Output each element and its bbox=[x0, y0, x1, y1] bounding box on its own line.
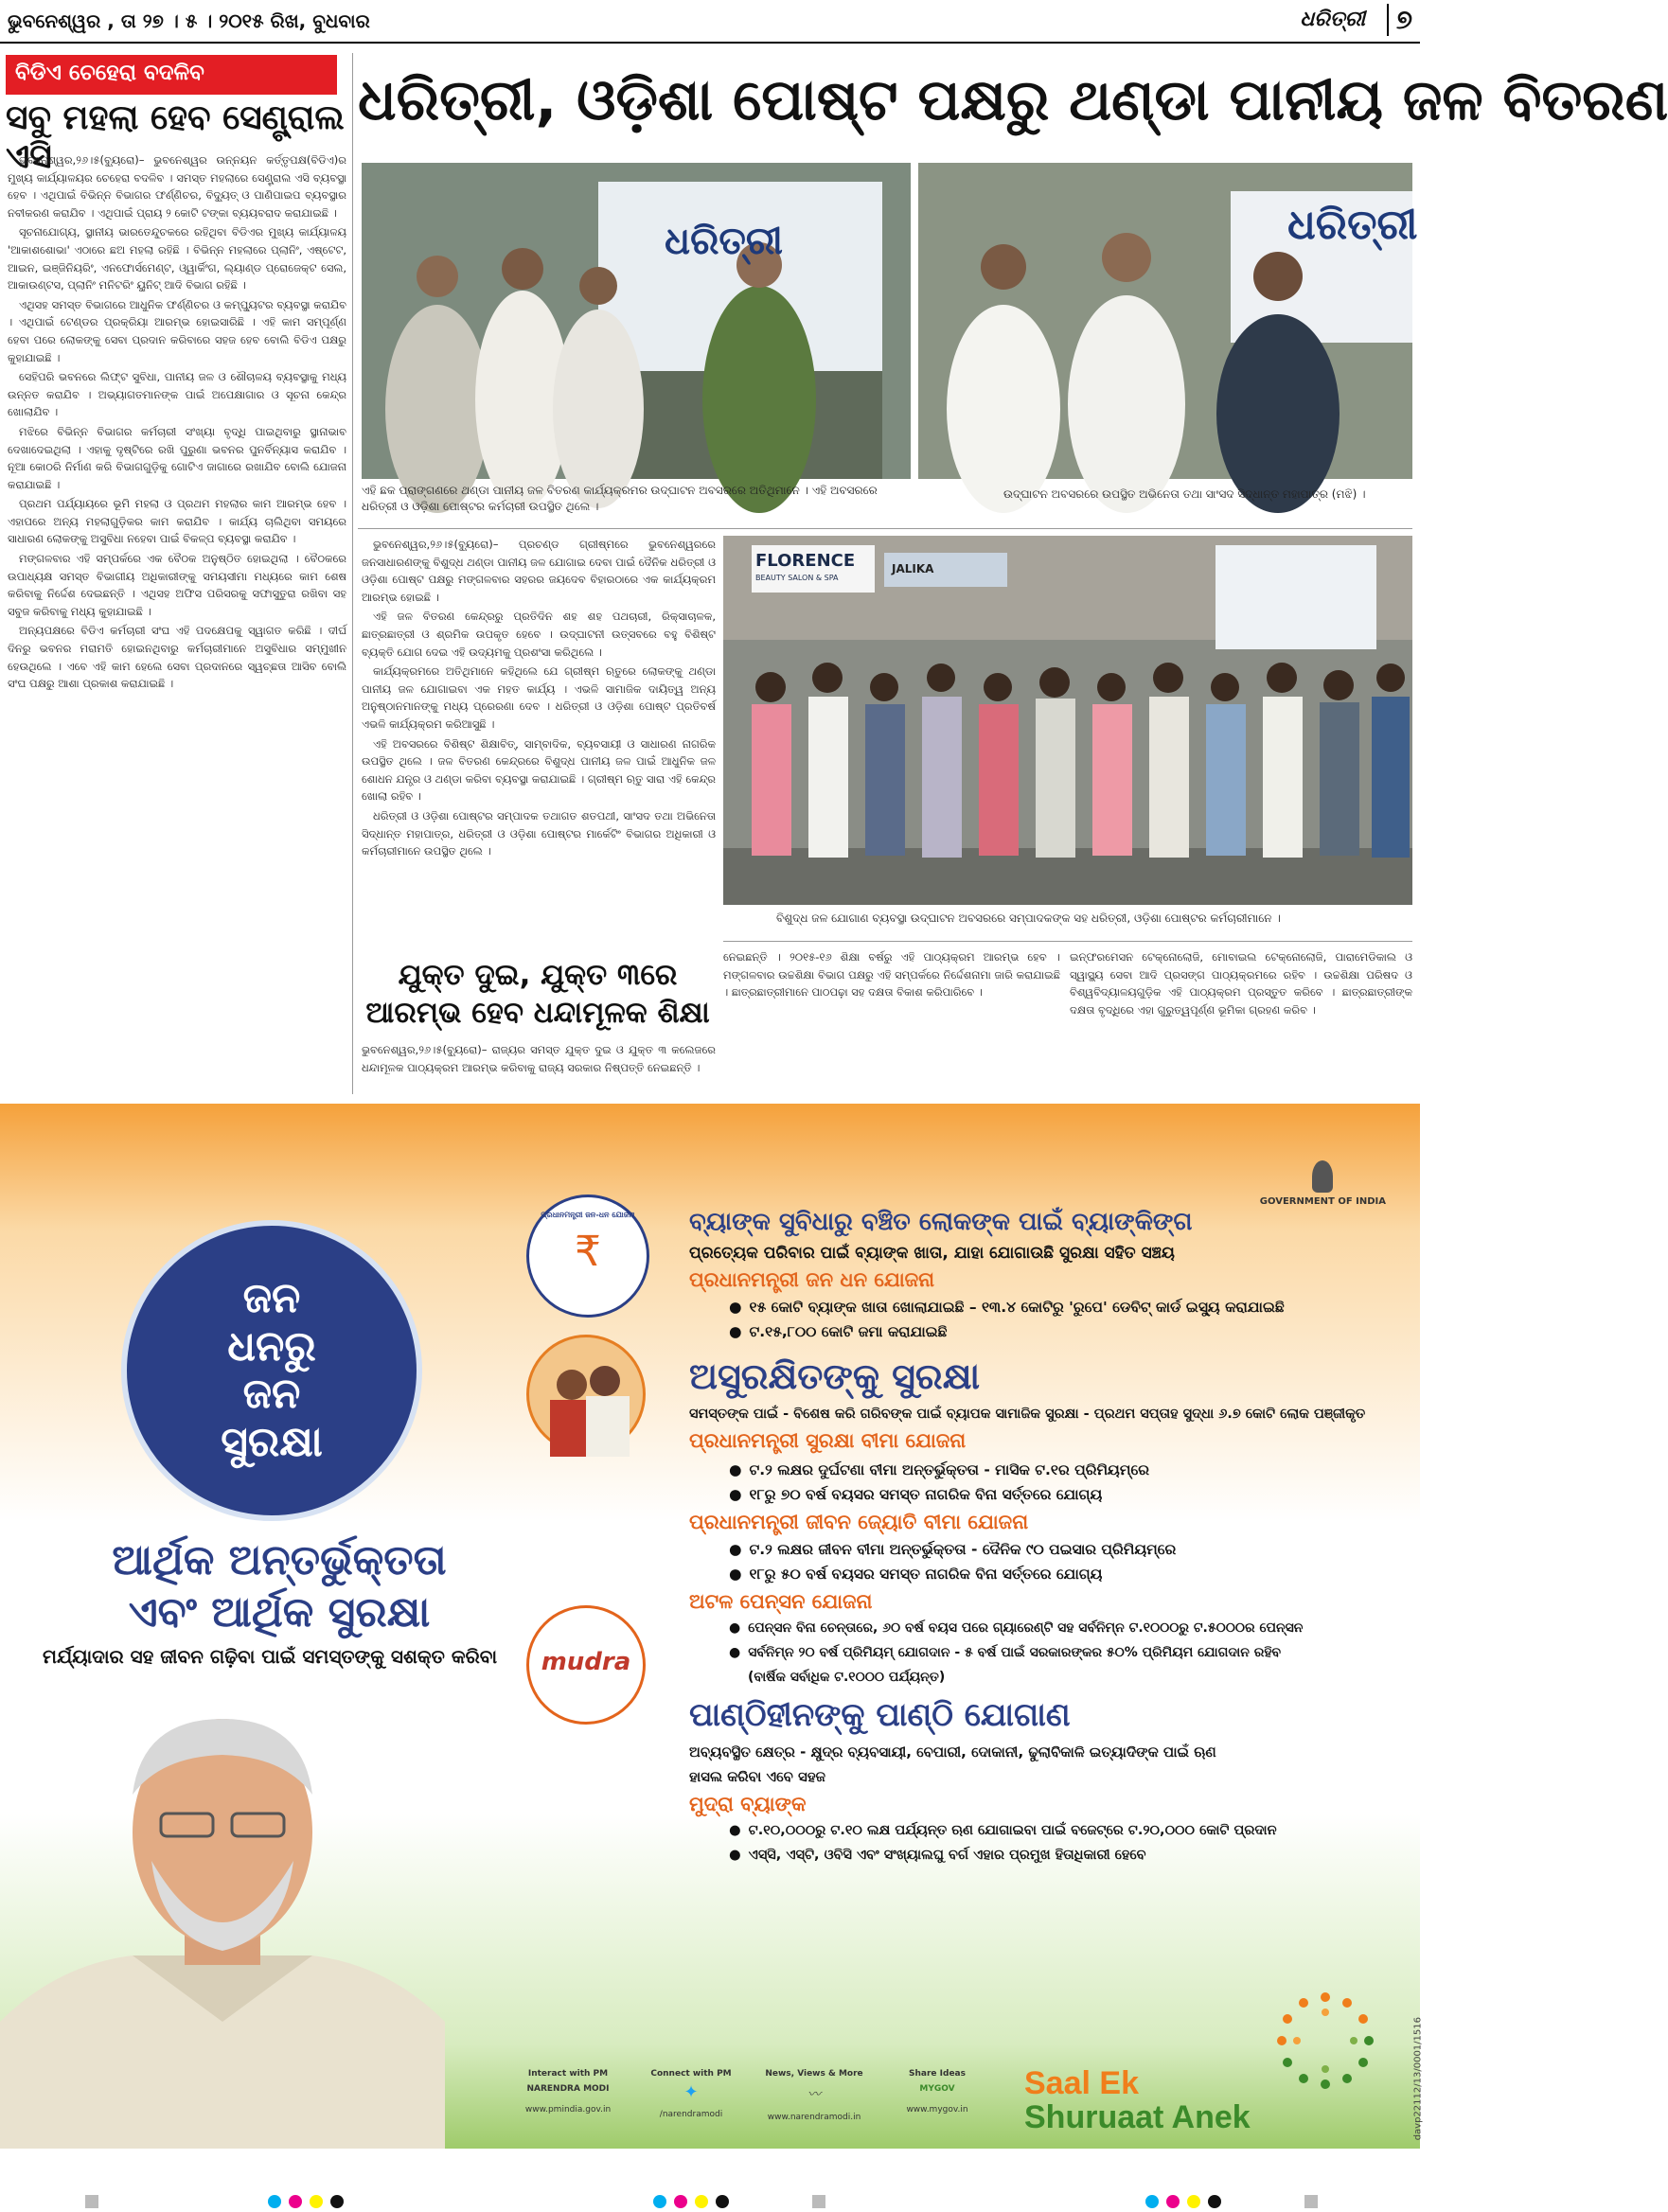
left-story-kicker: ବିଡିଏ ଚେହେରା ବଦଳିବ bbox=[6, 55, 337, 95]
registration-dot bbox=[1166, 2195, 1180, 2208]
registration-dot bbox=[268, 2195, 281, 2208]
left-story-body bbox=[8, 151, 346, 1098]
logo-label: ପ୍ରଧାନମନ୍ତ୍ରୀ ଜନ-ଧନ ଯୋଜନା bbox=[541, 1211, 635, 1219]
scheme-suraksha-point: ● ୧୮ରୁ ୭୦ ବର୍ଷ ବୟସର ସମସ୍ତ ନାଗରିକ ବିନା ସର୍ତ୍ତରେ ଯୋଗ୍ୟ bbox=[729, 1486, 1102, 1504]
govt-emblem-block bbox=[1260, 1160, 1386, 1207]
scheme-atal-pension-point: ● ସର୍ବନିମ୍ନ ୨୦ ବର୍ଷ ପ୍ରିମିୟମ୍ ଯୋଗଦାନ - ୫ ବର୍ଷ ପାଇଁ ସରକାରଙ୍କର ୫୦% ପ୍ରିମିୟମ ଯୋଗଦାନ ରହିବ bbox=[729, 1645, 1281, 1660]
registration-dot bbox=[1187, 2195, 1200, 2208]
govt-advertisement bbox=[0, 1104, 1423, 2149]
national-emblem-icon bbox=[1312, 1160, 1333, 1193]
left-story-paragraph: ଭୁବନେଶ୍ୱର,୨୬।୫(ବ୍ୟୁରୋ)– ଭୁବନେଶ୍ୱର ଉନ୍ନୟନ କର୍ତ୍ତୃପକ୍ଷ(ବିଡିଏ)ର ମୁଖ୍ୟ କାର୍ଯ୍ୟାଳୟର ଚେହେରା ବଦଳିବ । ସମସ୍ତ ମହଲାରେ ସେଣ୍ଟ୍ରାଲ ଏସି ବ୍ୟବସ୍ଥା ହେବ । ଏଥିପାଇଁ ବିଭିନ୍ନ ବିଭାଗର ଫର୍ଣ୍ଣିଚର, ବିଦ୍ୟୁତ୍ ଓ ପାଣିପାଇପ ବ୍ୟବସ୍ଥାର ନବୀକରଣ କରାଯିବ । ଏଥିପାଇଁ ପ୍ରାୟ ୨ କୋଟି ଟଙ୍କା ବ୍ୟୟବରାଦ କରାଯାଇଛି । bbox=[8, 153, 346, 220]
ad-tagline: ମର୍ଯ୍ୟାଦାର ସହ ଜୀବନ ଗଢ଼ିବା ପାଇଁ ସମସ୍ତଙ୍କୁ ସଶକ୍ତ କରିବା bbox=[43, 1645, 497, 1668]
second-story-headline: ଯୁକ୍ତ ଦୁଇ, ଯୁକ୍ତ ୩ରେ ଆରମ୍ଭ ହେବ ଧନ୍ଦାମୂଳକ ଶିକ୍ଷା bbox=[365, 958, 710, 1031]
section-funding-title: ପାଣ୍ଠିହୀନଙ୍କୁ ପାଣ୍ଠି ଯୋଗାଣ bbox=[689, 1696, 1071, 1734]
footer-link-title: News, Views & More bbox=[765, 2069, 863, 2079]
left-story-paragraph: ପ୍ରଥମ ପର୍ଯ୍ୟାୟରେ ଭୂମି ମହଲା ଓ ପ୍ରଥମ ମହଲାର କାମ ଆରମ୍ଭ ହେବ । ଏହାପରେ ଅନ୍ୟ ମହଲାଗୁଡ଼ିକର କାମ କରାଯିବ । କାର୍ଯ୍ୟ ଚାଲିଥିବା ସମୟରେ ସାଧାରଣ ଲୋକଙ୍କୁ ଅସୁବିଧା ନହେବା ପାଇଁ ବିକଳ୍ପ ବ୍ୟବସ୍ଥା କରାଯିବ । bbox=[8, 497, 346, 546]
registration-marks bbox=[653, 2194, 829, 2207]
registration-marks bbox=[1145, 2194, 1322, 2207]
second-story-col3: ଇନ୍‌ଫରମେସନ ଟେକ୍ନୋଲୋଜି, ମୋବାଇଲ ଟେକ୍ନୋଲୋଜି, ପାରାମେଡିକାଲ ଓ ସ୍ୱାସ୍ଥ୍ୟ ସେବା ଆଦି ପ୍ରସଙ୍ଗ ପାଠ୍ୟକ୍ରମରେ ରହିବ । ଉଚ୍ଚଶିକ୍ଷା ପରିଷଦ ଓ ବିଶ୍ୱବିଦ୍ୟାଳୟଗୁଡ଼ିକ ଏହି ପାଠ୍ୟକ୍ରମ ପ୍ରସ୍ତୁତ କରିବେ । ଛାତ୍ରଛାତ୍ରୀଙ୍କ ଦକ୍ଷତା ବୃଦ୍ଧିରେ ଏହା ଗୁରୁତ୍ୱପୂର୍ଣ୍ଣ ଭୂମିକା ଗ୍ରହଣ କରିବ । bbox=[1070, 950, 1412, 1017]
scheme-suraksha-bima: ପ୍ରଧାନମନ୍ତ୍ରୀ ସୁରକ୍ଷା ବୀମା ଯୋଜନା bbox=[689, 1429, 967, 1452]
footer-link-url: www.narendramodi.in bbox=[767, 2113, 861, 2122]
registration-dot bbox=[674, 2195, 687, 2208]
family-photo-image bbox=[529, 1337, 648, 1457]
badge-line: ଜନ bbox=[242, 1274, 301, 1322]
left-story-paragraph: ମଝିରେ ବିଭିନ୍ନ ବିଭାଗର କର୍ମଚାରୀ ସଂଖ୍ୟା ବୃଦ୍ଧି ପାଇଥିବାରୁ ସ୍ଥାନାଭାବ ଦେଖାଦେଇଥିଲା । ଏହାକୁ ଦୃଷ୍ଟିରେ ରଖି ପୁରୁଣା ଭବନର ପୁନର୍ବିନ୍ୟାସ କରାଯିବ । ନୂଆ କୋଠରି ନିର୍ମାଣ କରି ବିଭାଗଗୁଡ଼ିକୁ ଗୋଟିଏ ଜାଗାରେ ରଖାଯିବ ବୋଲି ଯୋଜନା କରାଯାଇଛି । bbox=[8, 424, 346, 491]
scheme-jan-dhan-point: ● ୧୫ କୋଟି ବ୍ୟାଙ୍କ ଖାତା ଖୋଲାଯାଇଛି – ୧୩.୪ କୋଟିରୁ 'ରୁପେ' ଡେବିଟ୍ କାର୍ଡ ଇସ୍ୟୁ କରାଯାଇଛି bbox=[729, 1299, 1285, 1317]
registration-square bbox=[812, 2195, 825, 2208]
left-story-paragraph: ମଙ୍ଗଳବାର ଏହି ସମ୍ପର୍କରେ ଏକ ବୈଠକ ଅନୁଷ୍ଠିତ ହୋଇଥିଲା । ବୈଠକରେ ଉପାଧ୍ୟକ୍ଷ ସମସ୍ତ ବିଭାଗୀୟ ଅଧିକାରୀଙ୍କୁ ସମୟସୀମା ମଧ୍ୟରେ କାମ ଶେଷ କରିବାକୁ ନିର୍ଦ୍ଦେଶ ଦେଇଛନ୍ତି । ଏଥିସହ ଅଫିସ ପରିସରକୁ ସଫାସୁତୁରା ରଖିବା ସହ ସବୁଜ କରିବାକୁ ମଧ୍ୟ କୁହାଯାଇଛି । bbox=[8, 552, 346, 618]
footer-link-url: /narendramodi bbox=[659, 2110, 723, 2119]
footer-link-title: Interact with PM bbox=[527, 2069, 609, 2079]
registration-square bbox=[1304, 2195, 1318, 2208]
footer-logo-text: NARENDRA MODI bbox=[526, 2084, 610, 2094]
main-story-paragraph: ଏହି ଜଳ ବିତରଣ କେନ୍ଦ୍ରରୁ ପ୍ରତିଦିନ ଶହ ଶହ ପଥଚାରୀ, ରିକ୍ସାଚାଳକ, ଛାତ୍ରଛାତ୍ରୀ ଓ ଶ୍ରମିକ ଉପକୃତ ହେବେ । ଉଦ୍‌ଘାଟନୀ ଉତ୍ସବରେ ବହୁ ବିଶିଷ୍ଟ ବ୍ୟକ୍ତି ଯୋଗ ଦେଇ ଏହି ଉଦ୍ୟମକୁ ପ୍ରଶଂସା କରିଥିଲେ । bbox=[362, 610, 716, 659]
brand-logo: ଧରିତ୍ରୀ bbox=[1300, 8, 1365, 31]
scheme-mudra-point: ● ଏସ୍‌ସି, ଏସ୍‌ଟି, ଓବିସି ଏବଂ ସଂଖ୍ୟାଲଘୁ ବର୍ଗ ଏହାର ପ୍ରମୁଖ ହିତାଧିକାରୀ ହେବେ bbox=[729, 1848, 1146, 1863]
photo-group bbox=[723, 536, 1412, 905]
left-story-paragraph: ସୂଚନାଯୋଗ୍ୟ, ସ୍ଥାନୀୟ ଭାରତେନ୍ଦୁଚକରେ ରହିଥିବା ବିଡିଏର ମୁଖ୍ୟ କାର୍ଯ୍ୟାଳୟ 'ଆକାଶଶୋଭା' ଏଠାରେ ଛଅ ମହଲା ରହିଛି । ବିଭିନ୍ନ ମହଲାରେ ପ୍ଲାନିଂ, ଏଷ୍ଟେଟ, ଆଇନ, ଇଞ୍ଜିନିୟରିଂ, ଏନଫୋର୍ସମେଣ୍ଟ, ଓ୍ୱାର୍କିଂଗ, ଲ୍ୟାଣ୍ଡ ପ୍ରୋଜେକ୍ଟ ସେଲ, ଆକାଉଣ୍ଟସ, ପ୍ଲାନିଂ ମନିଟରିଂ ୟୁନିଟ୍ ଆଦି ବିଭାଗ ରହିଛି । bbox=[8, 225, 346, 292]
footer-link-title: Connect with PM bbox=[650, 2069, 732, 2079]
footer-link[interactable] bbox=[757, 2069, 871, 2122]
main-story-paragraph: କାର୍ଯ୍ୟକ୍ରମରେ ଅତିଥିମାନେ କହିଥିଲେ ଯେ ଗ୍ରୀଷ୍ମ ଋତୁରେ ଲୋକଙ୍କୁ ଥଣ୍ଡା ପାନୀୟ ଜଳ ଯୋଗାଇବା ଏକ ମହତ କାର୍ଯ୍ୟ । ଏଭଳି ସାମାଜିକ ଦାୟିତ୍ୱ ଅନ୍ୟ ଅନୁଷ୍ଠାନମାନଙ୍କୁ ମଧ୍ୟ ପ୍ରେରଣା ଦେବ । ଧରିତ୍ରୀ ଓ ଓଡ଼ିଶା ପୋଷ୍ଟ ପ୍ରତିବର୍ଷ ଏଭଳି କାର୍ଯ୍ୟକ୍ରମ କରିଆସୁଛି । bbox=[362, 664, 716, 731]
badge-line: ଜନ bbox=[242, 1370, 301, 1419]
rupee-icon: ₹ bbox=[575, 1228, 601, 1276]
scheme-jan-dhan: ପ୍ରଧାନମନ୍ତ୍ରୀ ଜନ ଧନ ଯୋଜନା bbox=[689, 1268, 935, 1291]
registration-dot bbox=[1208, 2195, 1221, 2208]
dateline: ଭୁବନେଶ୍ୱର , ତା ୨୭ । ୫ । ୨୦୧୫ ରିଖ, ବୁଧବାର bbox=[8, 9, 370, 32]
shop-sign: BEAUTY SALON & SPA bbox=[755, 574, 839, 582]
scheme-jeevan-jyoti: ପ୍ରଧାନମନ୍ତ୍ରୀ ଜୀବନ ଜ୍ୟୋତି ବୀମା ଯୋଜନା bbox=[689, 1511, 1029, 1533]
registration-dot bbox=[1145, 2195, 1159, 2208]
section-banking-sub: ପ୍ରତ୍ୟେକ ପରିବାର ପାଇଁ ବ୍ୟାଙ୍କ ଖାତା, ଯାହା ଯୋଗାଉଛି ସୁରକ୍ଷା ସହିତ ସଞ୍ଚୟ bbox=[689, 1244, 1175, 1263]
main-story-body bbox=[362, 536, 716, 948]
scheme-mudra: ମୁଦ୍ରା ବ୍ୟାଙ୍କ bbox=[689, 1793, 807, 1815]
scheme-atal-pension-note: (ବାର୍ଷିକ ସର୍ବାଧିକ ଟ.୧୦୦୦ ପର୍ଯ୍ୟନ୍ତ) bbox=[748, 1670, 946, 1685]
footer-link-url: www.mygov.in bbox=[906, 2105, 968, 2115]
footer-link-url: www.pmindia.gov.in bbox=[524, 2105, 612, 2115]
photo-inauguration-image bbox=[362, 163, 911, 479]
signature-icon: 〰 bbox=[807, 2087, 821, 2102]
mudra-label: mudra bbox=[541, 1648, 631, 1676]
scheme-jan-dhan-point: ● ଟ.୧୫,୮୦୦ କୋଟି ଜମା କରାଯାଇଛି bbox=[729, 1323, 947, 1341]
campaign-slogan bbox=[1024, 2067, 1251, 2134]
section-banking-title: ବ୍ୟାଙ୍କ ସୁବିଧାରୁ ବଞ୍ଚିତ ଲୋକଙ୍କ ପାଇଁ ବ୍ୟାଙ୍କିଙ୍ଗ bbox=[689, 1208, 1193, 1236]
page-number: ୭ bbox=[1387, 4, 1412, 36]
photo-group-image bbox=[723, 536, 1412, 905]
left-story-paragraph: ସେହିପରି ଭବନରେ ଲିଫ୍ଟ ସୁବିଧା, ପାନୀୟ ଜଳ ଓ ଶୌଚାଳୟ ବ୍ୟବସ୍ଥାକୁ ମଧ୍ୟ ଉନ୍ନତ କରାଯିବ । ଅଭ୍ୟାଗତମାନଙ୍କ ପାଇଁ ଅପେକ୍ଷାଗାର ଓ ସୂଚନା କେନ୍ଦ୍ର ଖୋଲାଯିବ । bbox=[8, 370, 346, 419]
footer-link[interactable] bbox=[634, 2069, 748, 2119]
main-headline: ଧରିତ୍ରୀ, ଓଡ଼ିଶା ପୋଷ୍ଟ ପକ୍ଷରୁ ଥଣ୍ଡା ପାନୀୟ ଜଳ ବିତରଣ bbox=[358, 67, 1668, 133]
slogan-line: Saal Ek bbox=[1024, 2065, 1139, 2101]
scheme-mudra-point: ● ଟ.୧୦,୦୦୦ରୁ ଟ.୧୦ ଲକ୍ଷ ପର୍ଯ୍ୟନ୍ତ ଋଣ ଯୋଗାଇବା ପାଇଁ ବଜେଟ୍‌ରେ ଟ.୨୦,୦୦୦ କୋଟି ପ୍ରଦାନ bbox=[729, 1823, 1277, 1838]
registration-dot bbox=[716, 2195, 729, 2208]
family-photo bbox=[526, 1335, 646, 1454]
main-story-paragraph: ଧରିତ୍ରୀ ଓ ଓଡ଼ିଶା ପୋଷ୍ଟର ସମ୍ପାଦକ ତଥାଗତ ଶତପଥୀ, ସାଂସଦ ତଥା ଅଭିନେତା ସିଦ୍ଧାନ୍ତ ମହାପାତ୍ର, ଧରିତ୍ରୀ ଓ ଓଡ଼ିଶା ପୋଷ୍ଟର ମାର୍କେଟିଂ ବିଭାଗର ଅଧିକାରୀ ଓ କର୍ମଚାରୀମାନେ ଉପସ୍ଥିତ ଥିଲେ । bbox=[362, 808, 716, 858]
photo-inauguration bbox=[362, 163, 911, 479]
registration-dot bbox=[330, 2195, 344, 2208]
section-funding-sub: ହାସଲ କରିବା ଏବେ ସହଜ bbox=[689, 1768, 825, 1785]
masthead bbox=[0, 0, 1420, 44]
section-divider bbox=[723, 941, 1412, 942]
photo-inauguration-caption: ଏହି ଛକ ପ୍ରାଙ୍ଗଣରେ ଥଣ୍ଡା ପାନୀୟ ଜଳ ବିତରଣ କାର୍ଯ୍ୟକ୍ରମର ଉଦ୍‌ଘାଟନ ଅବସରରେ ଅତିଥିମାନେ । ଏହି ଅବସରରେ ଧରିତ୍ରୀ ଓ ଓଡ଼ିଶା ପୋଷ୍ଟର କର୍ମଚାରୀ ଉପସ୍ଥିତ ଥିଲେ । bbox=[362, 484, 878, 513]
section-funding-sub: ଅବ୍ୟବସ୍ଥିତ କ୍ଷେତ୍ର - କ୍ଷୁଦ୍ର ବ୍ୟବସାୟୀ, ବେପାରୀ, ଦୋକାନୀ, ଢୁଲାବିକାଳି ଇତ୍ୟାଦିଙ୍କ ପାଇଁ ଋଣ bbox=[689, 1743, 1216, 1761]
mudra-logo bbox=[526, 1605, 646, 1725]
registration-dot bbox=[310, 2195, 323, 2208]
badge-line: ଧନରୁ bbox=[227, 1321, 316, 1371]
photo-group-caption: ବିଶୁଦ୍ଧ ଜଳ ଯୋଗାଣ ବ୍ୟବସ୍ଥା ଉଦ୍‌ଘାଟନ ଅବସରରେ ସମ୍ପାଦକଙ୍କ ସହ ଧରିତ୍ରୀ, ଓଡ଼ିଶା ପୋଷ୍ଟର କର୍ମଚାରୀମାନେ । bbox=[776, 911, 1281, 925]
second-story-col2: ନେଇଛନ୍ତି । ୨୦୧୫-୧୬ ଶିକ୍ଷା ବର୍ଷରୁ ଏହି ପାଠ୍ୟକ୍ରମ ଆରମ୍ଭ ହେବ । ମଙ୍ଗଳବାର ଉଚ୍ଚଶିକ୍ଷା ବିଭାଗ ପକ୍ଷରୁ ଏହି ସମ୍ପର୍କରେ ନିର୍ଦ୍ଦେଶନାମା ଜାରି କରାଯାଇଛି । ଛାତ୍ରଛାତ୍ରୀମାନେ ପାଠପଢ଼ା ସହ ଦକ୍ଷତା ବିକାଶ କରିପାରିବେ । bbox=[723, 950, 1060, 1000]
badge-line: ସୁରକ୍ଷା bbox=[221, 1417, 323, 1466]
column-divider bbox=[352, 53, 353, 1094]
pm-portrait bbox=[0, 1681, 445, 2149]
section-divider bbox=[358, 528, 1412, 529]
main-story-paragraph: ଏହି ଅବସରରେ ବିଶିଷ୍ଟ ଶିକ୍ଷାବିତ୍, ସାମ୍ବାଦିକ, ବ୍ୟବସାୟୀ ଓ ସାଧାରଣ ନାଗରିକ ଉପସ୍ଥିତ ଥିଲେ । ଜଳ ବିତରଣ କେନ୍ଦ୍ରରେ ବିଶୁଦ୍ଧ ପାନୀୟ ଜଳ ପାଇଁ ଆଧୁନିକ ଜଳ ଶୋଧନ ଯନ୍ତ୍ର ଓ ଥଣ୍ଡା କରିବା ବ୍ୟବସ୍ଥା କରାଯାଇଛି । ଗ୍ରୀଷ୍ମ ଋତୁ ସାରା ଏହି କେନ୍ଦ୍ର ଖୋଲା ରହିବ । bbox=[362, 736, 716, 804]
mygov-logo: MYGOV bbox=[919, 2084, 955, 2094]
shop-sign: FLORENCE bbox=[755, 551, 856, 571]
second-story-col1: ଭୁବନେଶ୍ୱର,୨୬।୫(ବ୍ୟୁରୋ)– ରାଜ୍ୟର ସମସ୍ତ ଯୁକ୍ତ ଦୁଇ ଓ ଯୁକ୍ତ ୩ କଲେଜରେ ଧନ୍ଦାମୂଳକ ପାଠ୍ୟକ୍ରମ ଆରମ୍ଭ କରିବାକୁ ରାଜ୍ୟ ସରକାର ନିଷ୍ପତ୍ତି ନେଇଛନ୍ତି । bbox=[362, 1043, 716, 1074]
section-security-sub: ସମସ୍ତଙ୍କ ପାଇଁ - ବିଶେଷ କରି ଗରିବଙ୍କ ପାଇଁ ବ୍ୟାପକ ସାମାଜିକ ସୁରକ୍ଷା - ପ୍ରଥମ ସପ୍ତାହ ସୁଦ୍ଧା ୬.୭ କୋଟି ଲୋକ ପଞ୍ଜୀକୃତ bbox=[689, 1407, 1366, 1422]
slogan-line: Shuruaat Anek bbox=[1024, 2098, 1251, 2135]
ad-subheadline bbox=[104, 1534, 454, 1638]
photo-banner-text: ଧରିତ୍ରୀ bbox=[665, 220, 783, 263]
davp-code: davp22112/13/0001/1516 bbox=[1412, 2017, 1423, 2141]
photo-mp-visit-caption: ଉଦ୍‌ଘାଟନ ଅବସରରେ ଉପସ୍ଥିତ ଅଭିନେତା ତଥା ସାଂସଦ ସିଦ୍ଧାନ୍ତ ମହାପାତ୍ର (ମଝି) । bbox=[1003, 487, 1366, 501]
registration-marks bbox=[85, 2194, 346, 2207]
scheme-jeevan-jyoti-point: ● ୧୮ରୁ ୫୦ ବର୍ଷ ବୟସର ସମସ୍ତ ନାଗରିକ ବିନା ସର୍ତ୍ତରେ ଯୋଗ୍ୟ bbox=[729, 1566, 1102, 1584]
section-security-title: ଅସୁରକ୍ଷିତଙ୍କୁ ସୁରକ୍ଷା bbox=[689, 1355, 981, 1397]
registration-dot bbox=[695, 2195, 708, 2208]
subheadline-line: ଏବଂ ଆର୍ଥିକ ସୁରକ୍ଷା bbox=[128, 1588, 431, 1637]
footer-link[interactable] bbox=[511, 2069, 625, 2115]
left-story-paragraph: ଏଥିସହ ସମସ୍ତ ବିଭାଗରେ ଆଧୁନିକ ଫର୍ଣ୍ଣିଚର ଓ କମ୍ପ୍ୟୁଟର ବ୍ୟବସ୍ଥା କରାଯିବ । ଏଥିପାଇଁ ଟେଣ୍ଡର ପ୍ରକ୍ରିୟା ଆରମ୍ଭ ହୋଇସାରିଛି । ଏହି କାମ ସମ୍ପୂର୍ଣ୍ଣ ହେବା ପରେ ଲୋକଙ୍କୁ ସେବା ପ୍ରଦାନ କରିବାରେ ସହଜ ହେବ ବୋଲି ବିଡିଏ ପକ୍ଷରୁ କୁହାଯାଇଛି । bbox=[8, 297, 346, 364]
photo-banner-text: ଧରିତ୍ରୀ bbox=[1287, 201, 1418, 249]
shop-sign: JALIKA bbox=[892, 562, 934, 575]
govt-label: GOVERNMENT OF INDIA bbox=[1259, 1196, 1386, 1207]
left-story-headline: ସବୁ ମହଲା ହେବ ସେଣ୍ଟ୍ରାଲ ଏସି bbox=[6, 98, 345, 177]
registration-dot bbox=[653, 2195, 666, 2208]
footer-link[interactable] bbox=[880, 2069, 994, 2115]
twitter-icon: ✦ bbox=[683, 2082, 699, 2102]
scheme-atal-pension-point: ● ପେନ୍‌ସନ ବିନା ଚେନ୍ତାରେ, ୬୦ ବର୍ଷ ବୟସ ପରେ ଗ୍ୟାରେଣ୍ଟି ସହ ସର୍ବନିମ୍ନ ଟ.୧୦୦୦ରୁ ଟ.୫୦୦୦ର ପେନ୍‌ସନ bbox=[729, 1620, 1303, 1636]
scheme-jeevan-jyoti-point: ● ଟ.୨ ଲକ୍ଷର ଜୀବନ ବୀମା ଅନ୍ତର୍ଭୁକ୍ତତା - ଦୈନିକ ୯୦ ପଇସାର ପ୍ରିମିୟମ୍‌ରେ bbox=[729, 1541, 1176, 1559]
sunburst-icon bbox=[1269, 1984, 1382, 2097]
jan-dhan-badge bbox=[121, 1220, 422, 1521]
subheadline-line: ଆର୍ଥିକ ଅନ୍ତର୍ଭୁକ୍ତତା bbox=[112, 1536, 447, 1584]
jan-dhan-logo bbox=[526, 1194, 649, 1318]
footer-link-title: Share Ideas bbox=[909, 2069, 966, 2079]
registration-square bbox=[85, 2195, 98, 2208]
photo-mp-visit bbox=[918, 163, 1418, 479]
registration-dot bbox=[289, 2195, 302, 2208]
scheme-suraksha-point: ● ଟ.୨ ଲକ୍ଷର ଦୁର୍ଘଟଣା ବୀମା ଅନ୍ତର୍ଭୁକ୍ତତା - ମାସିକ ଟ.୧ର ପ୍ରିମିୟମ୍‌ରେ bbox=[729, 1461, 1149, 1479]
main-story-paragraph: ଭୁବନେଶ୍ୱର,୨୬।୫(ବ୍ୟୁରୋ)– ପ୍ରଚଣ୍ଡ ଗ୍ରୀଷ୍ମରେ ଭୁବନେଶ୍ୱରରେ ଜନସାଧାରଣଙ୍କୁ ବିଶୁଦ୍ଧ ଥଣ୍ଡା ପାନୀୟ ଜଳ ଯୋଗାଇ ଦେବା ପାଇଁ ଦୈନିକ ଧରିତ୍ରୀ ଓ ଓଡ଼ିଶା ପୋଷ୍ଟ ପକ୍ଷରୁ ମଙ୍ଗଳବାର ସହରର ଜୟଦେବ ବିହାରଠାରେ ଏକ କାର୍ଯ୍ୟକ୍ରମ ଆରମ୍ଭ ହୋଇଛି । bbox=[362, 538, 716, 604]
ad-footer-links bbox=[511, 2069, 1022, 2145]
scheme-atal-pension: ଅଟଳ ପେନ୍‌ସନ ଯୋଜନା bbox=[689, 1590, 873, 1613]
left-story-paragraph: ଅନ୍ୟପକ୍ଷରେ ବିଡିଏ କର୍ମଚାରୀ ସଂଘ ଏହି ପଦକ୍ଷେପକୁ ସ୍ୱାଗତ କରିଛି । ଦୀର୍ଘ ଦିନରୁ ଭବନର ମରାମତି ହୋଇନଥିବାରୁ କର୍ମଚାରୀମାନେ ଅସୁବିଧାର ସମ୍ମୁଖୀନ ହେଉଥିଲେ । ଏବେ ଏହି କାମ ହେଲେ ସେବା ପ୍ରଦାନରେ ସ୍ୱଚ୍ଛତା ଆସିବ ବୋଲି ସଂଘ ପକ୍ଷରୁ ଆଶା ପ୍ରକାଶ କରାଯାଇଛି । bbox=[8, 624, 346, 691]
